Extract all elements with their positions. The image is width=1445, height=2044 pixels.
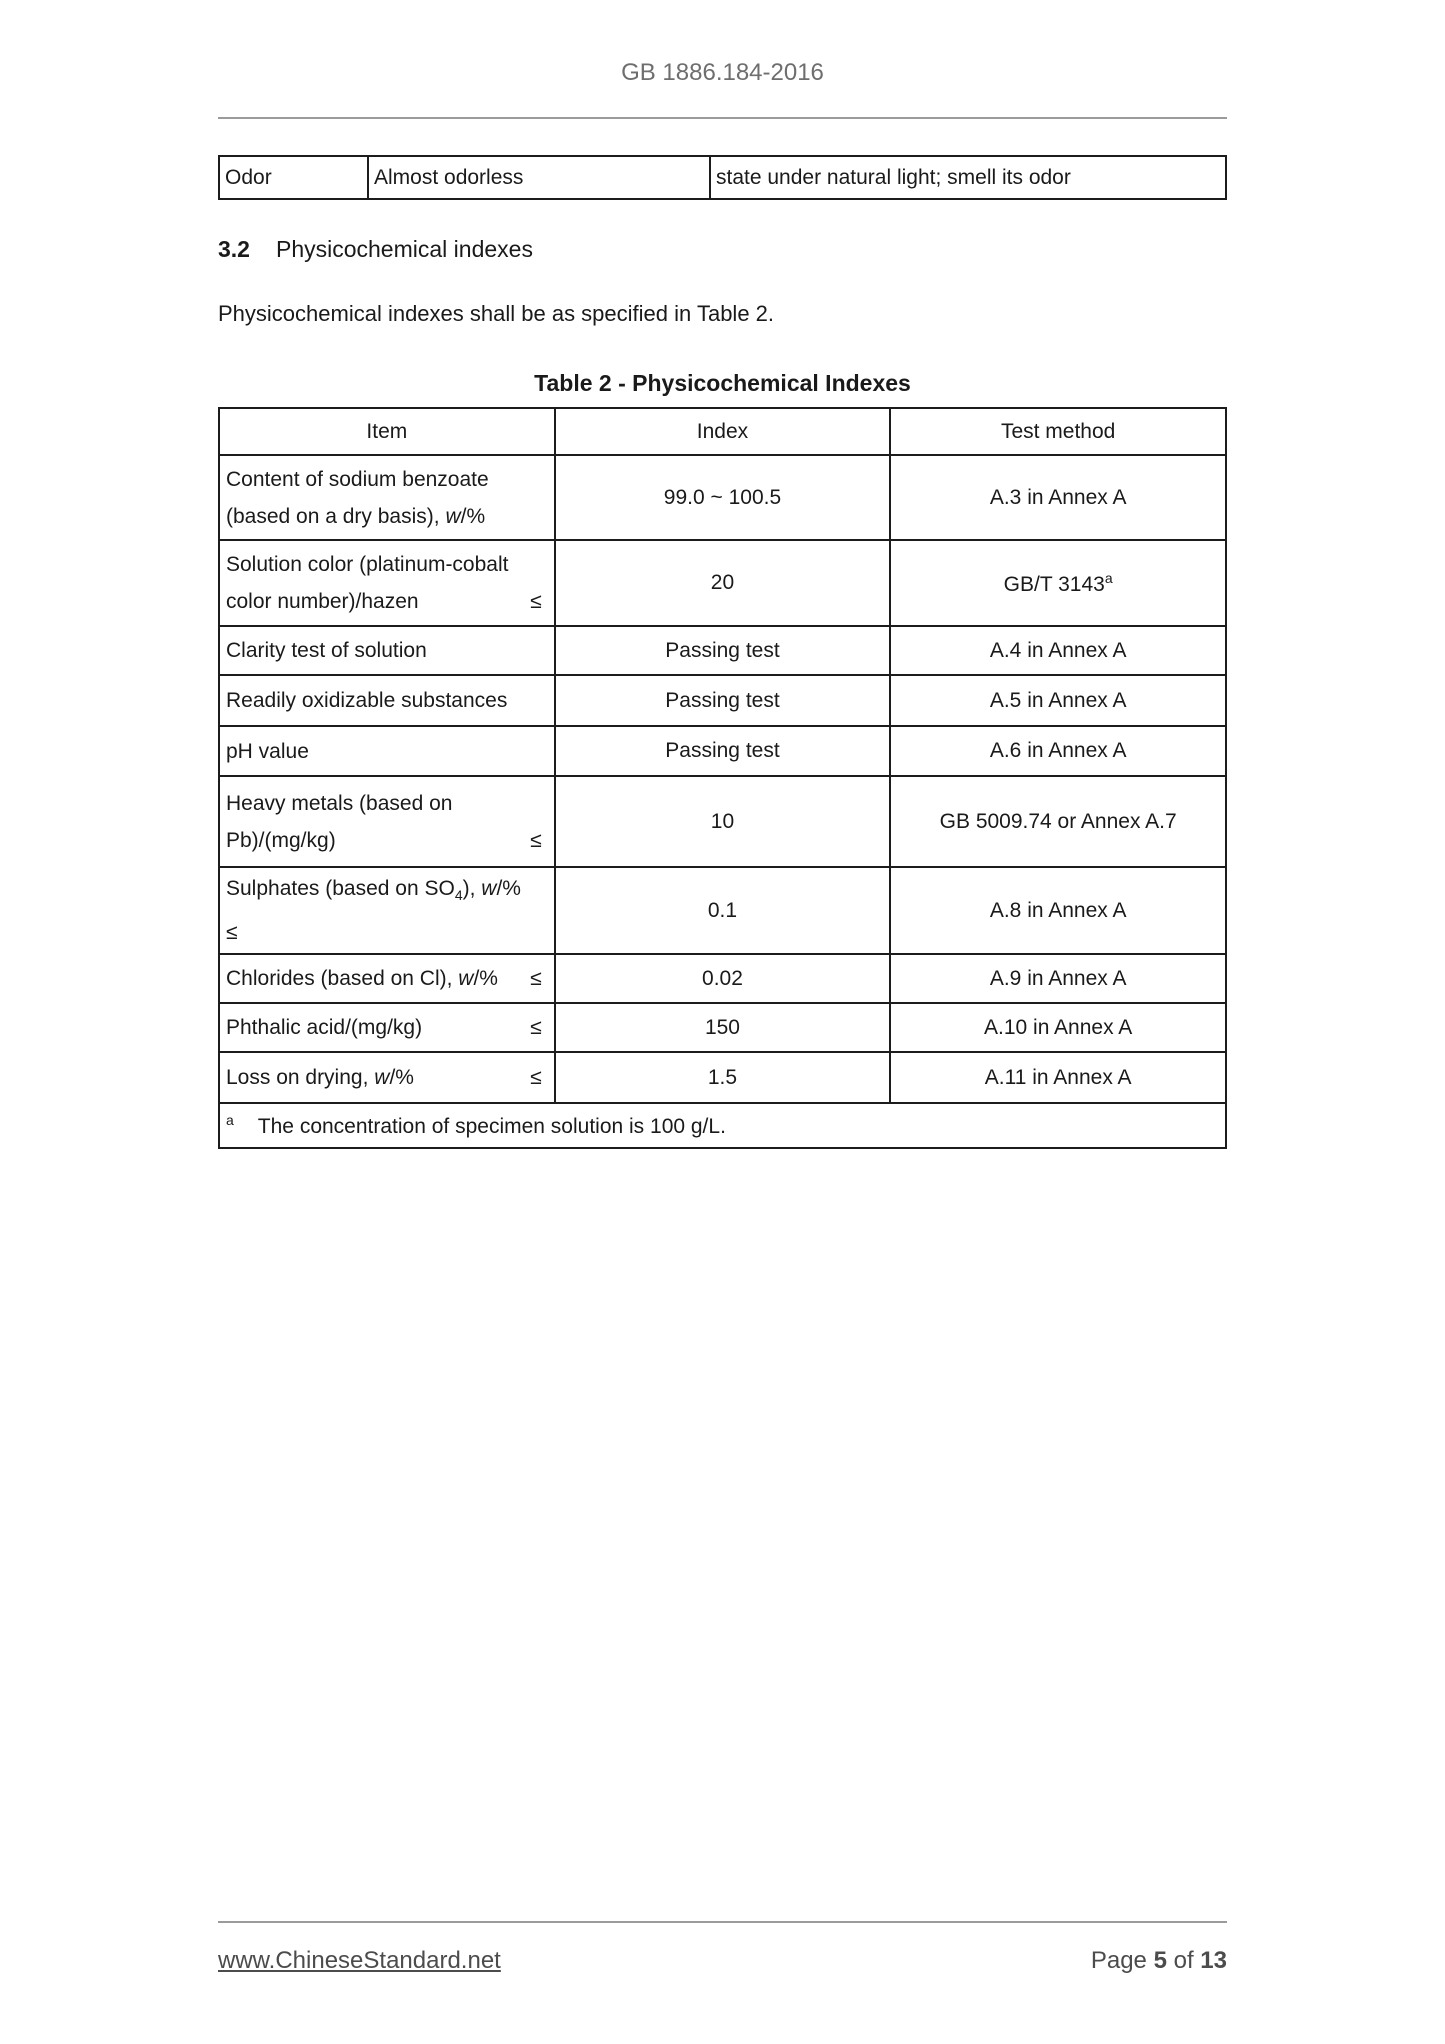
column-header-item: Item [219, 408, 555, 455]
text-segment: Chlorides (based on Cl), [226, 967, 459, 991]
page-label: Page [1090, 1947, 1147, 1974]
text-segment: ), [462, 877, 482, 900]
table-row [219, 867, 1226, 954]
footnote-text: The concentration of specimen solution is 100 g/L. [257, 1115, 726, 1139]
index-cell: 99.0 ~ 100.5 [555, 455, 891, 540]
table-row [219, 954, 1226, 1003]
item-text-line1 [226, 1009, 542, 1046]
item-cell: Clarity test of solution [219, 626, 555, 675]
method-cell: A.6 in Annex A [890, 726, 1226, 776]
item-text-line2 [226, 583, 542, 620]
index-cell: 10 [555, 776, 891, 867]
section-heading [218, 234, 1227, 264]
item-cell [219, 1052, 555, 1103]
footer-row [218, 1947, 1227, 1975]
index-cell: 0.1 [555, 867, 891, 954]
text-segment: GB/T 3143 [1003, 572, 1105, 596]
index-cell: 0.02 [555, 954, 891, 1003]
column-header-test-method: Test method [890, 408, 1226, 455]
table-row [219, 726, 1226, 776]
less-equal-symbol: ≤ [226, 921, 238, 945]
footnote-marker: a [226, 1112, 234, 1129]
text-segment [226, 960, 498, 997]
item-cell [219, 954, 555, 1003]
item-cell [219, 540, 555, 626]
text-segment: Pb)/(mg/kg) [226, 828, 336, 852]
table-row [219, 156, 1226, 199]
table-row [219, 1052, 1226, 1103]
text-segment: (based on a dry basis), [226, 504, 446, 528]
text-segment: Loss on drying, [226, 1066, 375, 1090]
less-equal-symbol: ≤ [530, 828, 542, 852]
section-title: Physicochemical indexes [275, 236, 533, 262]
method-cell: GB 5009.74 or Annex A.7 [890, 776, 1226, 867]
method-cell: A.3 in Annex A [890, 455, 1226, 540]
item-text-line2 [226, 822, 542, 859]
method-cell [890, 540, 1226, 626]
text-segment: /% [460, 504, 486, 528]
table2-caption: Table 2 - Physicochemical Indexes [534, 370, 911, 396]
index-cell: 150 [555, 1003, 891, 1052]
page-header-title: GB 1886.184-2016 [621, 59, 824, 86]
item-cell: pH value [219, 726, 555, 776]
item-text-line1: Content of sodium benzoate [226, 467, 489, 491]
text-segment: /% [473, 967, 498, 991]
page-total: 13 [1200, 1947, 1227, 1974]
text-segment: color number)/hazen [226, 590, 419, 613]
subscript-4: 4 [454, 887, 463, 904]
table-row [219, 1003, 1226, 1052]
method-cell: A.4 in Annex A [890, 626, 1226, 675]
column-header-index: Index [555, 408, 891, 455]
method-cell: A.5 in Annex A [890, 675, 1226, 726]
item-text-line1 [226, 960, 542, 997]
table-row [219, 455, 1226, 540]
intro-paragraph: Physicochemical indexes shall be as specified in Table 2. [218, 301, 775, 326]
text-segment: /% [389, 1066, 414, 1090]
index-cell: Passing test [555, 675, 891, 726]
odor-item-cell: Odor [219, 156, 368, 199]
item-cell [219, 776, 555, 867]
text-segment: /% [496, 877, 521, 900]
odor-requirement-cell: Almost odorless [368, 156, 710, 199]
italic-w: w [445, 504, 461, 528]
item-text-line1 [226, 1059, 542, 1096]
page-indicator [1091, 1947, 1227, 1975]
header-rule [218, 117, 1227, 119]
footnote-row [219, 1103, 1226, 1148]
item-text-line1: Solution color (platinum-cobalt [226, 553, 509, 576]
italic-w: w [374, 1066, 390, 1090]
less-equal-symbol: ≤ [530, 590, 542, 613]
item-text-line2 [226, 914, 542, 951]
method-cell: A.8 in Annex A [890, 867, 1226, 954]
italic-w: w [481, 877, 497, 900]
index-cell: Passing test [555, 626, 891, 675]
text-segment: Phthalic acid/(mg/kg) [226, 1016, 423, 1040]
item-cell [219, 1003, 555, 1052]
text-segment [226, 1059, 414, 1096]
table-row [219, 675, 1226, 726]
item-text-line1: Heavy metals (based on [226, 791, 453, 815]
method-cell: A.9 in Annex A [890, 954, 1226, 1003]
italic-w: w [458, 967, 474, 991]
item-cell: Readily oxidizable substances [219, 675, 555, 726]
less-equal-symbol: ≤ [530, 1066, 542, 1090]
table-header-row [219, 408, 1226, 455]
index-cell: 20 [555, 540, 891, 626]
of-label: of [1173, 1947, 1194, 1974]
section-number: 3.2 [218, 236, 250, 262]
table-row [219, 540, 1226, 626]
table-row [219, 776, 1226, 867]
index-cell: Passing test [555, 726, 891, 776]
item-text-line2 [226, 498, 542, 535]
index-cell: 1.5 [555, 1052, 891, 1103]
page-footer [218, 1921, 1227, 1975]
method-cell: A.10 in Annex A [890, 1003, 1226, 1052]
physicochemical-indexes-table [218, 407, 1227, 1149]
footnote-reference: a [1104, 569, 1113, 586]
footer-link[interactable]: www.ChineseStandard.net [218, 1947, 501, 1974]
continuation-table [218, 155, 1227, 200]
table-row [219, 626, 1226, 675]
odor-testmethod-cell: state under natural light; smell its odor [710, 156, 1226, 199]
item-cell [219, 867, 555, 954]
page-number: 5 [1153, 1947, 1167, 1974]
text-segment: Sulphates (based on SO [226, 877, 455, 900]
method-cell: A.11 in Annex A [890, 1052, 1226, 1103]
footnote-cell [219, 1103, 1226, 1148]
less-equal-symbol: ≤ [530, 967, 542, 991]
item-cell [219, 455, 555, 540]
footer-rule [218, 1921, 1227, 1923]
less-equal-symbol: ≤ [530, 1016, 542, 1040]
item-text-line1 [226, 870, 542, 914]
